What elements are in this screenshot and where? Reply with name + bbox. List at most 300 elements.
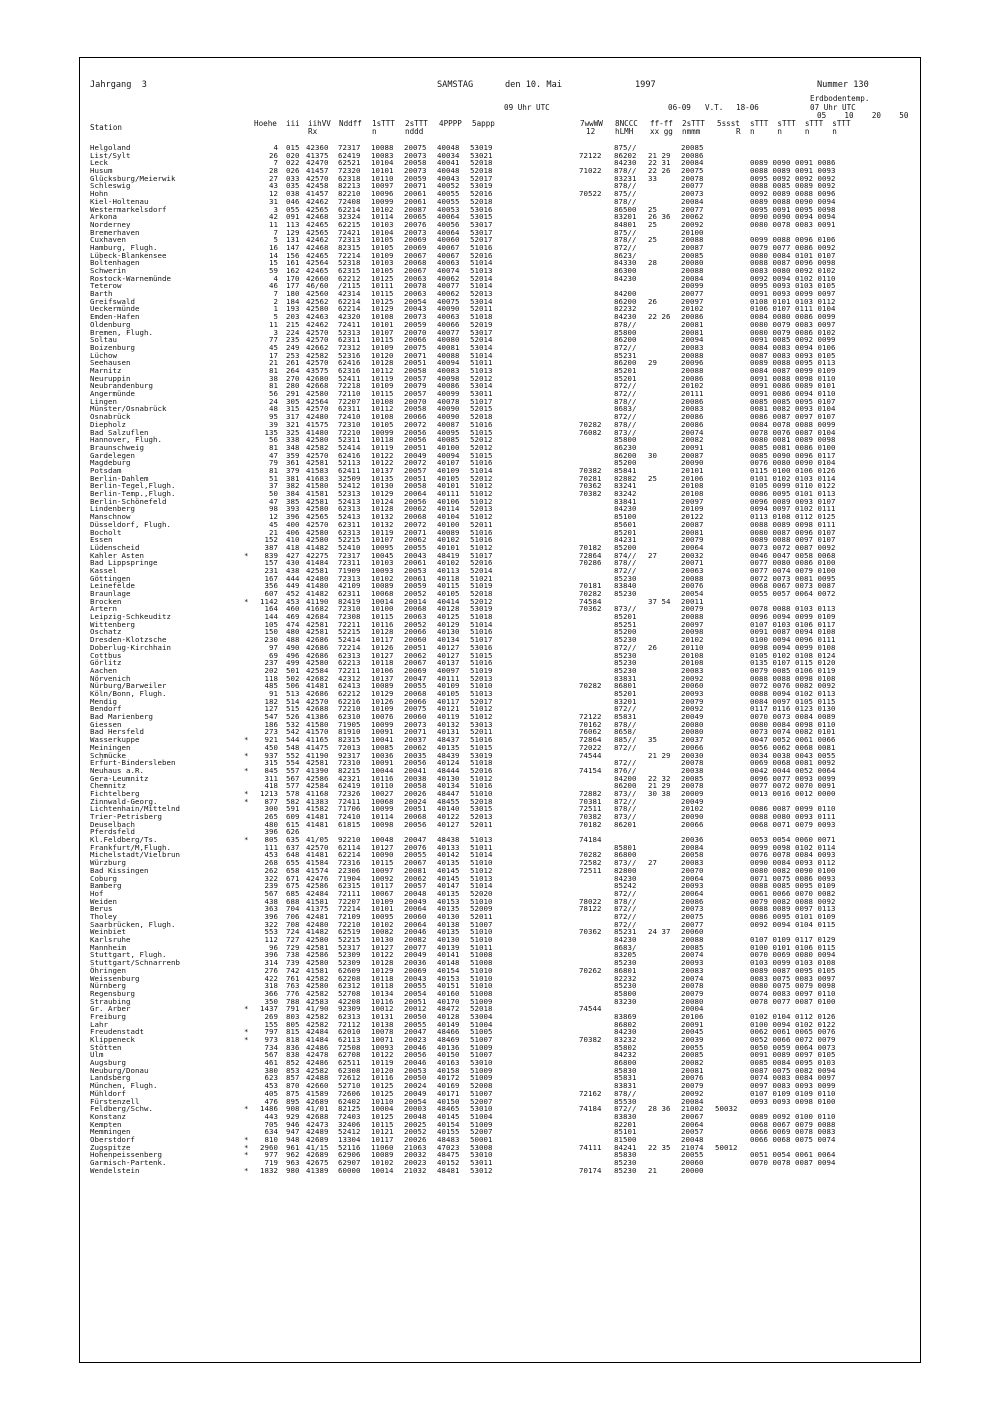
cell-t2: 20055 [404,981,427,991]
cell-soil: 0072 0073 0081 0095 [750,573,836,583]
cell-iii: 381 [286,473,300,483]
cell-a5: 52018 [470,158,493,168]
cell-a5: 51014 [470,619,493,629]
cell-nccc: 873// [614,788,637,798]
cell-soil: 0042 0044 0052 0064 [750,765,836,775]
cell-nccc: 85230 [614,1165,637,1175]
cell-iihvv: 42488 [306,1073,329,1083]
cell-iihvv: 41390 [306,765,329,775]
sub-rx: Rx [308,127,318,136]
cell-hoehe: 47 [269,450,278,460]
cell-nccc: 84801 [614,219,637,229]
cell-t1: 10093 [371,565,394,575]
cell-iii: 947 [286,1127,300,1137]
cell-t2b: 20102 [681,381,704,391]
cell-iii: 020 [286,150,300,160]
cell-p4: 40060 [437,235,460,245]
cell-t2: 20058 [404,158,427,168]
cell-t2: 20062 [404,650,427,660]
cell-a5: 51010 [470,681,493,691]
cell-t1: 10115 [371,335,394,345]
cell-nccc: 872// [614,888,637,898]
cell-soil: 0086 0095 0101 0113 [750,489,836,499]
cell-station: Zugspitze [90,1142,131,1152]
cell-iihvv: 42565 [306,204,329,214]
cell-nddff: 42312 [338,673,361,683]
cell-t2b: 20032 [681,550,704,560]
cell-nddff: 72207 [338,396,361,406]
cell-t1: 10045 [371,550,394,560]
cell-t2b: 20092 [681,1088,704,1098]
cell-hoehe: 56 [269,435,278,445]
cell-a5: 51016 [470,658,493,668]
cell-iii: 055 [286,204,300,214]
cell-station: Brocken [90,596,122,606]
cell-mark: * [244,735,249,745]
cell-hoehe: 135 [264,427,278,437]
cell-iii: 805 [286,1019,300,1029]
cell-soil: 0089 0090 0091 0086 [750,158,836,168]
cell-hoehe: 5 [273,312,278,322]
cell-iii: 449 [286,581,300,591]
cell-t2b: 21074 [681,1142,704,1152]
cell-station: Hannover, Flugh. [90,435,162,445]
cell-nccc: 83232 [614,1035,637,1045]
cell-nddff: 72111 [338,888,361,898]
sub-n: n [372,127,377,136]
cell-t1: 10089 [371,681,394,691]
cell-station: Kassel [90,565,117,575]
cell-nccc: 86800 [614,850,637,860]
cell-iii: 554 [286,758,300,768]
cell-t2: 20037 [404,735,427,745]
cell-ww: 70282 [579,589,602,599]
cell-hoehe: 300 [264,804,278,814]
cell-t1: 10119 [371,442,394,452]
cell-station: Lindenberg [90,504,135,514]
cell-hoehe: 150 [264,627,278,637]
cell-t2: 20051 [404,473,427,483]
cell-nccc: 86801 [614,681,637,691]
cell-a5: 52018 [470,196,493,206]
cell-a5: 53019 [470,750,493,760]
cell-iii: 582 [286,796,300,806]
cell-t2b: 20110 [681,642,704,652]
cell-t1: 10027 [371,788,394,798]
cell-station: Lahr [90,1019,108,1029]
cell-iihvv: 42580 [306,504,329,514]
cell-nddff: 82213 [338,181,361,191]
cell-t1: 10129 [371,965,394,975]
cell-t2: 20064 [404,919,427,929]
cell-hoehe: 3 [273,327,278,337]
cell-station: Cuxhaven [90,235,126,245]
cell-t2b: 20093 [681,958,704,968]
cell-nccc: 878// [614,896,637,906]
cell-hoehe: 877 [264,796,278,806]
cell-a5: 52016 [470,765,493,775]
cell-soil: 0083 0075 0083 0097 [750,973,836,983]
cell-t1: 10012 [371,1004,394,1014]
cell-p4: 40077 [437,327,460,337]
cell-a5: 51016 [470,535,493,545]
cell-ff: 22 26 [648,166,671,176]
cell-iihvv: 42660 [306,1081,329,1091]
cell-soil: 0089 0088 0090 0094 [750,196,836,206]
cell-iii: 474 [286,619,300,629]
cell-t2: 20067 [404,858,427,868]
cell-iii: 724 [286,927,300,937]
cell-station: Michelstadt/Vielbrun [90,850,180,860]
cell-soil: 0088 0089 0097 0113 [750,904,836,914]
cell-p4: 48447 [437,788,460,798]
cell-t2: 20061 [404,558,427,568]
cell-ff: 21 29 [648,150,671,160]
cell-iihvv: 42581 [306,619,329,629]
cell-t2: 20075 [404,342,427,352]
cell-t2b: 20048 [681,1135,704,1144]
cell-a5: 51013 [470,366,493,375]
cell-soil: 0068 0067 0079 0088 [750,1119,836,1129]
cell-a5: 52020 [470,888,493,898]
cell-iii: 552 [286,750,300,760]
cell-iii: 015 [286,143,300,152]
cell-station: Lichtenhain/Mittelnd [90,804,180,814]
cell-mark: * [244,596,249,606]
cell-t2: 20023 [404,1158,427,1168]
cell-t2: 20059 [404,581,427,591]
cell-iii: 170 [286,273,300,283]
cell-p4: 40125 [437,612,460,622]
cell-iihvv: 42570 [306,173,329,183]
cell-t2b: 20060 [681,681,704,691]
cell-t1: 10127 [371,650,394,660]
cell-nddff: 61815 [338,819,361,829]
cell-t1: 10096 [371,189,394,199]
cell-nddff: 62315 [338,266,361,276]
cell-ww: 74184 [579,835,602,845]
cell-t2b: 20073 [681,904,704,914]
cell-nccc: 85100 [614,512,637,522]
cell-nddff: 60000 [338,1165,361,1175]
cell-soil: 0076 0080 0090 0104 [750,458,836,468]
cell-station: Göttingen [90,573,131,583]
cell-a5: 53017 [470,227,493,237]
cell-hoehe: 96 [269,942,278,952]
cell-nddff: 62215 [338,219,361,229]
cell-ww: 70182 [579,542,602,552]
cell-t2b: 20108 [681,489,704,499]
cell-t2: 20049 [404,450,427,460]
cell-t2: 20069 [404,235,427,245]
cell-iihvv: 42580 [306,389,329,399]
cell-t2b: 20071 [681,558,704,568]
cell-iihvv: 42463 [306,312,329,322]
cell-station: Saarbrücken, Flugh. [90,919,176,929]
cell-nccc: 878// [614,719,637,729]
cell-nccc: 82232 [614,973,637,983]
cell-t2b: 20077 [681,919,704,929]
cell-p4: 40163 [437,1058,460,1068]
cell-soil: 0095 0092 0092 0092 [750,173,836,183]
cell-nccc: 82201 [614,1119,637,1129]
cell-station: Görlitz [90,658,122,668]
cell-t1: 10090 [371,850,394,860]
cell-nccc: 878// [614,196,637,206]
cell-iii: 022 [286,158,300,168]
cell-nddff: 62313 [338,650,361,660]
cell-iihvv: 42570 [306,404,329,414]
cell-iii: 113 [286,219,300,229]
cell-nccc: 83242 [614,489,637,499]
cell-t2b: 20057 [681,1127,704,1137]
cell-hoehe: 845 [264,765,278,775]
cell-t1: 10099 [371,804,394,814]
cell-t2: 20055 [404,681,427,691]
cell-p4: 48438 [437,835,460,845]
cell-t1: 10108 [371,312,394,322]
cell-nddff: 42320 [338,312,361,322]
cell-nccc: 85201 [614,373,637,383]
cell-hoehe: 314 [264,958,278,968]
cell-a5: 51010 [470,788,493,798]
cell-iihvv: 41481 [306,819,329,829]
cell-station: München, Flugh. [90,1081,158,1091]
cell-iihvv: 42580 [306,935,329,945]
cell-nccc: 8683/ [614,942,637,952]
cell-t2: 20054 [404,988,427,998]
cell-ww: 70362 [579,481,602,491]
cell-iii: 038 [286,189,300,199]
cell-hoehe: 380 [264,1065,278,1075]
cell-nddff: 81910 [338,727,361,737]
cell-nccc: 85200 [614,627,637,637]
cell-a5: 52014 [470,565,493,575]
cell-iihvv: 42480 [306,573,329,583]
cell-t1: 10111 [371,281,394,291]
cell-iihvv: 42689 [306,1150,329,1160]
cell-mark: * [244,1104,249,1114]
cell-t2b: 20066 [681,742,704,752]
cell-a5: 52013 [470,289,493,299]
cell-t2b: 20080 [681,719,704,729]
cell-iii: 870 [286,1081,300,1091]
col-2sttt: 2sTTT [405,119,428,128]
cell-nddff: 52318 [338,258,361,268]
cell-a5: 52013 [470,812,493,822]
cell-t2: 20062 [404,504,427,514]
cell-soil: 0107 0109 0117 0129 [750,935,836,945]
cell-a5: 51016 [470,458,493,468]
cell-station: Giessen [90,719,122,729]
cell-t2b: 20063 [681,565,704,575]
cell-nccc: 873// [614,604,637,614]
cell-station: Berlin-Temp.,Flugh. [90,489,176,499]
cell-t1: 10112 [371,404,394,414]
cell-nddff: 72312 [338,342,361,352]
cell-hoehe: 91 [269,688,278,698]
cell-station: Braunschweig [90,442,144,452]
cell-t1: 10137 [371,465,394,475]
cell-nccc: 83841 [614,496,637,506]
cell-hoehe: 705 [264,1119,278,1129]
cell-t2: 20070 [404,327,427,337]
cell-t2: 20077 [404,942,427,952]
cell-t2: 20068 [404,604,427,614]
cell-t2b: 20037 [681,735,704,745]
cell-nddff: 62519 [338,927,361,937]
cell-a5: 52016 [470,558,493,568]
cell-iihvv: 41481 [306,681,329,691]
cell-ww: 72122 [579,150,602,160]
cell-a5: 52017 [470,173,493,183]
cell-soil: 0080 0078 0083 0091 [750,219,836,229]
cell-nccc: 85230 [614,658,637,668]
cell-t2: 20053 [404,565,427,575]
cell-station: Schmücke [90,750,126,760]
cell-t1: 10116 [371,773,394,783]
cell-station: Kl.Feldberg/Ts. [90,835,158,845]
cell-nccc: 84231 [614,535,637,545]
cell-t2: 20046 [404,1042,427,1052]
cell-soil: 0084 0080 0086 0099 [750,312,836,322]
cell-p4: 40152 [437,1158,460,1168]
cell-a5: 51017 [470,396,493,406]
cell-t2b: 20109 [681,504,704,514]
cell-hoehe: 16 [269,242,278,252]
cell-station: Oberstdorf [90,1135,135,1144]
cell-t2b: 20064 [681,1119,704,1129]
cell-iihvv: 42564 [306,258,329,268]
cell-nddff: 92210 [338,835,361,845]
cell-p4: 40078 [437,396,460,406]
cell-p4: 40135 [437,858,460,868]
cell-nddff: 72313 [338,235,361,245]
cell-nddff: 72214 [338,904,361,914]
cell-t1: 10103 [371,258,394,268]
col-iii: iii [286,119,300,128]
cell-soil: 0091 0088 0098 0110 [750,373,836,383]
cell-p4: 40124 [437,758,460,768]
cell-iihvv: 41386 [306,712,329,722]
cell-p4: 40138 [437,919,460,929]
cell-soil: 0101 0102 0103 0114 [750,473,836,483]
cell-nccc: 83831 [614,673,637,683]
cell-t2b: 20055 [681,1150,704,1160]
sub-nmmm: nmmm [682,127,701,136]
cell-nccc: 876// [614,765,637,775]
cell-soil: 0106 0107 0111 0104 [750,304,836,314]
cell-p4: 40137 [437,658,460,668]
cell-station: Hohn [90,189,108,199]
cell-ff: 35 [648,735,657,745]
cell-iihvv: 41583 [306,465,329,475]
cell-hoehe: 81 [269,442,278,452]
cell-nccc: 872// [614,796,637,806]
cell-iihvv: 41190 [306,750,329,760]
cell-t2: 20026 [404,1135,427,1144]
cell-soil: 0084 0078 0088 0099 [750,419,836,429]
cell-nddff: 62419 [338,150,361,160]
cell-t1: 10128 [371,504,394,514]
cell-a5: 52012 [470,596,493,606]
cell-p4: 40043 [437,173,460,183]
cell-station: Diepholz [90,419,126,429]
cell-hoehe: 230 [264,635,278,645]
cell-p4: 40089 [437,527,460,537]
cell-mark: * [244,1004,249,1014]
cell-iihvv: 42465 [306,250,329,260]
cell-p4: 48483 [437,1135,460,1144]
cell-soil: 0135 0107 0115 0120 [750,658,836,668]
cell-nddff: 72317 [338,550,361,560]
col-2sttt-b: 2sTTT [682,119,705,128]
cell-nddff: 62708 [338,1050,361,1060]
cell-nddff: 52413 [338,496,361,506]
cell-soil: 0070 0078 0087 0094 [750,1158,836,1168]
cell-hoehe: 112 [264,935,278,945]
cell-station: Karlsruhe [90,935,131,945]
cell-nccc: 86200 [614,358,637,368]
cell-a5: 51015 [470,427,493,437]
cell-nccc: 83230 [614,996,637,1006]
cell-t2b: 20080 [681,258,704,268]
cell-station: Schleswig [90,181,131,191]
cell-a5: 51009 [470,996,493,1006]
cell-iihvv: 42688 [306,1111,329,1121]
cell-a5: 51014 [470,850,493,860]
cell-t1: 10109 [371,704,394,714]
cell-t2b: 20083 [681,404,704,414]
cell-t2: 20073 [404,166,427,176]
cell-t2b: 20096 [681,358,704,368]
cell-nccc: 873// [614,858,637,868]
cell-t2: 20049 [404,1088,427,1098]
cell-t1: 10108 [371,412,394,422]
cell-p4: 40094 [437,358,460,368]
cell-station: Essen [90,535,113,545]
cell-station: Freudenstadt [90,1027,144,1037]
cell-soil: 0051 0054 0061 0064 [750,1150,836,1160]
col-soil-sttt: sTTT sTTT sTTT sTTT [750,119,851,128]
cell-t2b: 20092 [681,673,704,683]
cell-nccc: 86201 [614,819,637,829]
cell-hoehe: 231 [264,565,278,575]
cell-a5: 51013 [470,266,493,276]
cell-ww: 72122 [579,712,602,722]
cell-p4: 40140 [437,804,460,814]
cell-iihvv: 42586 [306,950,329,960]
cell-hoehe: 202 [264,665,278,675]
cell-hoehe: 450 [264,742,278,752]
cell-nccc: 85230 [614,589,637,599]
cell-iii: 761 [286,973,300,983]
cell-t2b: 20088 [681,573,704,583]
cell-nddff: 62313 [338,1011,361,1021]
cell-t2: 20072 [404,419,427,429]
cell-a5: 51016 [470,627,493,637]
cell-soil: 0092 0094 0102 0110 [750,273,836,283]
cell-station: Soltau [90,335,117,345]
cell-iihvv: 42570 [306,358,329,368]
cell-a5: 51012 [470,542,493,552]
cell-nddff: 62313 [338,504,361,514]
cell-hoehe: 2960 [260,1142,278,1152]
cell-t1: 10036 [371,750,394,760]
cell-a5: 51013 [470,688,493,698]
cell-a5: 53019 [470,143,493,152]
cell-nddff: 72112 [338,1019,361,1029]
